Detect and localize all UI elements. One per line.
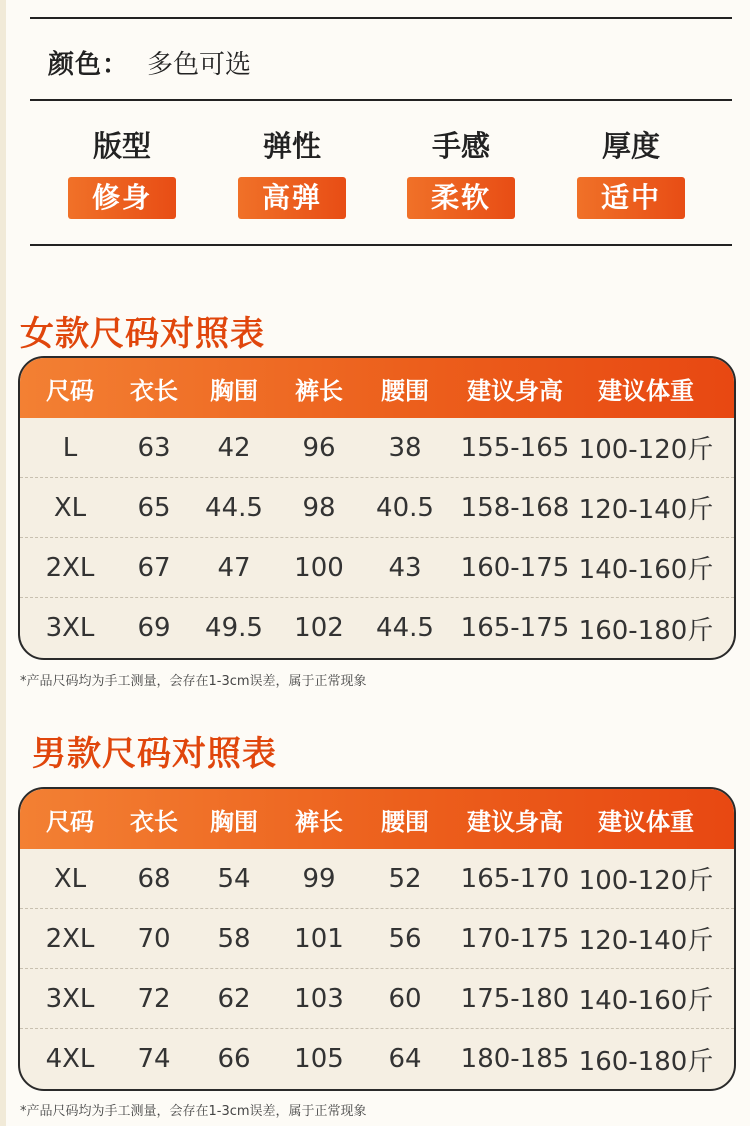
attribute-badge: 修身	[68, 177, 176, 219]
table-cell: 120-140斤	[578, 495, 714, 525]
left-edge-strip	[0, 0, 6, 1126]
divider-top	[30, 17, 732, 19]
table-cell: 99	[302, 863, 336, 894]
table-header	[20, 358, 734, 418]
table-cell: 66	[217, 1044, 251, 1074]
table-cell: 105	[294, 1044, 344, 1074]
women-measurement-note: *产品尺码均为手工测量，会存在1-3cm误差，属于正常现象	[20, 674, 367, 689]
color-info	[48, 44, 251, 80]
table-cell: 70	[137, 923, 171, 954]
table-cell: 140-160斤	[578, 986, 714, 1016]
table-cell: XL	[53, 492, 87, 523]
table-cell: 56	[388, 923, 422, 954]
attribute-name: 弹性	[262, 129, 321, 163]
men-size-table	[18, 787, 736, 1091]
attribute-name: 手感	[431, 129, 490, 163]
header-cell: 裤长	[295, 807, 343, 836]
attribute-list	[30, 124, 732, 224]
table-cell: 101	[294, 923, 344, 954]
color-value: 多色可选	[147, 49, 252, 80]
table-cell: 67	[137, 552, 171, 583]
table-cell: XL	[53, 863, 87, 894]
attribute-name: 版型	[92, 129, 151, 163]
table-row	[20, 969, 734, 1029]
table-row	[20, 1029, 734, 1089]
table-cell: 175-180	[460, 983, 570, 1014]
table-cell: 160-175	[460, 552, 570, 583]
table-cell: 42	[217, 432, 251, 463]
table-cell: 74	[137, 1044, 171, 1074]
table-row	[20, 849, 734, 909]
table-cell: 2XL	[45, 923, 95, 954]
table-cell: 3XL	[45, 983, 95, 1014]
table-cell: 102	[294, 613, 344, 643]
table-cell: 98	[302, 492, 336, 523]
table-cell: 155-165	[460, 432, 570, 463]
header-cell: 建议身高	[467, 376, 563, 405]
table-cell: 103	[294, 983, 344, 1014]
table-cell: 160-180斤	[578, 1046, 714, 1077]
table-cell: L	[62, 432, 78, 463]
table-cell: 3XL	[45, 613, 95, 643]
table-cell: 180-185	[460, 1044, 570, 1074]
attribute-thickness	[577, 124, 685, 219]
table-cell: 158-168	[460, 492, 570, 523]
table-cell: 44.5	[376, 613, 434, 643]
header-cell: 尺码	[46, 376, 94, 405]
table-cell: 49.5	[205, 613, 263, 643]
women-size-chart-title: 女款尺码对照表	[20, 314, 265, 354]
table-cell: 2XL	[45, 552, 95, 583]
table-cell: 96	[302, 432, 336, 463]
attribute-badge: 柔软	[407, 177, 515, 219]
table-cell: 4XL	[45, 1044, 95, 1074]
header-cell: 腰围	[381, 807, 429, 836]
header-cell: 衣长	[130, 807, 178, 836]
header-cell: 胸围	[210, 807, 258, 836]
table-cell: 58	[217, 923, 251, 954]
table-cell: 140-160斤	[578, 555, 714, 585]
table-cell: 54	[217, 863, 251, 894]
men-size-chart-title: 男款尺码对照表	[32, 734, 277, 774]
table-cell: 64	[388, 1044, 422, 1074]
header-cell: 衣长	[130, 376, 178, 405]
table-row	[20, 538, 734, 598]
table-cell: 40.5	[376, 492, 434, 523]
table-cell: 160-180斤	[578, 615, 714, 646]
table-cell: 38	[388, 432, 422, 463]
attribute-badge: 适中	[577, 177, 685, 219]
header-cell: 建议体重	[598, 376, 694, 405]
table-cell: 165-170	[460, 863, 570, 894]
divider-middle	[30, 99, 732, 101]
attribute-name: 厚度	[601, 129, 660, 163]
table-cell: 62	[217, 983, 251, 1014]
table-row	[20, 909, 734, 969]
table-row	[20, 598, 734, 658]
table-row	[20, 418, 734, 478]
attribute-badge: 高弹	[238, 177, 346, 219]
header-cell: 建议身高	[467, 807, 563, 836]
table-cell: 65	[137, 492, 171, 523]
header-cell: 腰围	[381, 376, 429, 405]
men-measurement-note: *产品尺码均为手工测量，会存在1-3cm误差，属于正常现象	[20, 1104, 367, 1119]
table-cell: 100-120斤	[578, 435, 714, 465]
header-cell: 尺码	[46, 807, 94, 836]
color-label: 颜色：	[48, 49, 130, 80]
table-cell: 52	[388, 863, 422, 894]
women-size-table	[18, 356, 736, 660]
table-cell: 100	[294, 552, 344, 583]
attribute-elasticity	[238, 124, 346, 219]
table-cell: 47	[217, 552, 251, 583]
header-cell: 胸围	[210, 376, 258, 405]
table-cell: 68	[137, 863, 171, 894]
attribute-feel	[407, 124, 515, 219]
header-cell: 建议体重	[598, 807, 694, 836]
table-cell: 60	[388, 983, 422, 1014]
table-cell: 72	[137, 983, 171, 1014]
table-cell: 43	[388, 552, 422, 583]
table-cell: 63	[137, 432, 171, 463]
table-cell: 44.5	[205, 492, 263, 523]
table-cell: 69	[137, 613, 171, 643]
table-cell: 120-140斤	[578, 926, 714, 956]
table-cell: 170-175	[460, 923, 570, 954]
table-cell: 165-175	[460, 613, 570, 643]
header-cell: 裤长	[295, 376, 343, 405]
table-row	[20, 478, 734, 538]
divider-bottom	[30, 244, 732, 246]
table-cell: 100-120斤	[578, 866, 714, 896]
attribute-fit	[68, 124, 176, 219]
table-header	[20, 789, 734, 849]
